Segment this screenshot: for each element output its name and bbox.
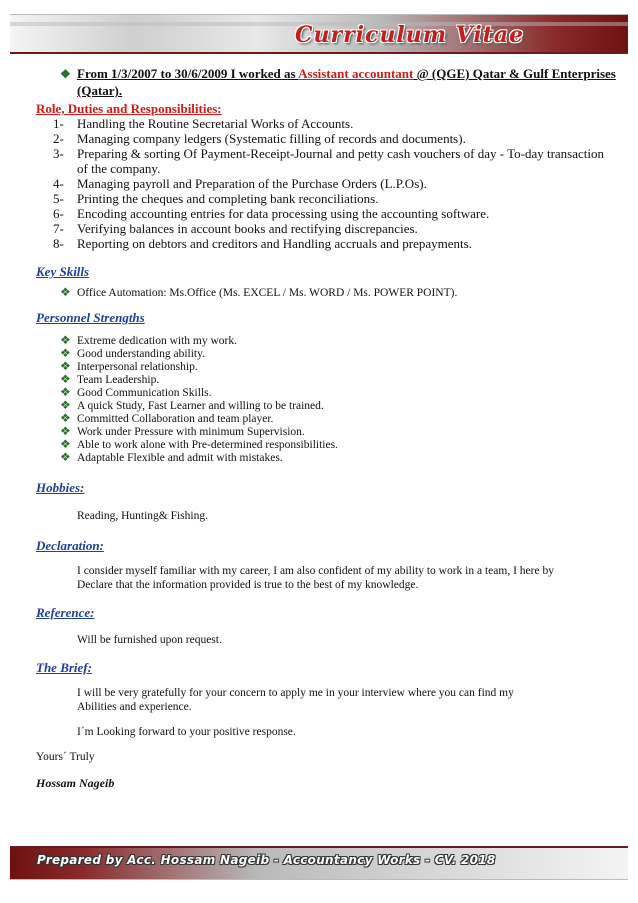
declaration-heading: Declaration: [36, 538, 104, 553]
diamond-bullet-icon: ❖ [60, 372, 71, 386]
diamond-bullet-icon: ❖ [60, 67, 71, 81]
list-item: ❖ Team Leadership. [60, 372, 160, 386]
diamond-bullet-icon: ❖ [60, 424, 71, 438]
brief-line-2: Abilities and experience. [77, 701, 192, 713]
experience-suffix: @ (QGE) Qatar & Gulf Enterprises [413, 66, 616, 81]
diamond-bullet-icon: ❖ [60, 385, 71, 399]
signature-name: Hossam Nageib [36, 776, 115, 790]
list-item: ❖ Committed Collaboration and team player. [60, 411, 274, 425]
key-skills-heading: Key Skills [36, 264, 90, 279]
diamond-bullet-icon: ❖ [60, 411, 71, 425]
diamond-bullet-icon: ❖ [60, 398, 71, 412]
diamond-bullet-icon: ❖ [60, 359, 71, 373]
duty-item: 4- Managing payroll and Preparation of the Purchase Orders (L.P.Os). [53, 176, 427, 191]
list-item: ❖ Good understanding ability. [60, 346, 205, 360]
list-item: ❖ Good Communication Skills. [60, 385, 212, 399]
brief-line-3: I´m Looking forward to your positive response. [77, 726, 296, 738]
duty-item: 3- Preparing & sorting Of Payment-Receipt-Journal and petty cash vouchers of day - To-day transaction [53, 146, 605, 161]
duty-item-continuation: of the company. [77, 161, 161, 176]
experience-line-2: (Qatar). [77, 83, 123, 98]
duties-heading: Role, Duties and Responsibilities: [36, 101, 222, 116]
list-item: ❖ Adaptable Flexible and admit with mistakes. [60, 450, 283, 464]
hobbies-text: Reading, Hunting& Fishing. [77, 510, 208, 522]
duty-item: 1- Handling the Routine Secretarial Works of Accounts. [53, 116, 354, 131]
brief-line-1: I will be very gratefully for your concern to apply me in your interview where you can find my [77, 687, 514, 699]
hobbies-heading: Hobbies: [36, 480, 85, 495]
list-item: ❖ Extreme dedication with my work. [60, 333, 238, 347]
experience-position: Assistant accountant [298, 66, 414, 81]
list-item: ❖ A quick Study, Fast Learner and willing to be trained. [60, 398, 324, 412]
diamond-bullet-icon: ❖ [60, 285, 71, 299]
experience-prefix: From 1/3/2007 to 30/6/2009 I worked as [77, 66, 299, 81]
page-title: Curriculum Vitae [295, 22, 525, 48]
diamond-bullet-icon: ❖ [60, 437, 71, 451]
duty-item: 5- Printing the cheques and completing bank reconciliations. [53, 191, 379, 206]
declaration-line-1: I consider myself familiar with my career, I am also confident of my ability to work in a team, I here by [77, 565, 554, 577]
list-item: ❖ Able to work alone with Pre-determined responsibilities. [60, 437, 338, 451]
duty-item: 7- Verifying balances in account books and rectifying discrepancies. [53, 221, 418, 236]
experience-line [60, 66, 616, 82]
diamond-bullet-icon: ❖ [60, 346, 71, 360]
duty-item: 6- Encoding accounting entries for data processing using the accounting software. [53, 206, 490, 221]
diamond-bullet-icon: ❖ [60, 333, 71, 347]
list-item: ❖ Office Automation: Ms.Office (Ms. EXCEL / Ms. WORD / Ms. POWER POINT). [60, 285, 458, 299]
footer-text: Prepared by Acc. Hossam Nageib - Accountancy Works - CV. 2018 [37, 853, 496, 867]
reference-text: Will be furnished upon request. [77, 634, 222, 646]
list-item: ❖ Interpersonal relationship. [60, 359, 198, 373]
duty-item: 8- Reporting on debtors and creditors and Handling accruals and prepayments. [53, 236, 472, 251]
reference-heading: Reference: [36, 605, 95, 620]
declaration-line-2: Declare that the information provided is true to the best of my knowledge. [77, 579, 419, 591]
strengths-heading: Personnel Strengths [36, 310, 145, 325]
closing-salutation: Yours´ Truly [36, 751, 95, 763]
list-item: ❖ Work under Pressure with minimum Supervision. [60, 424, 305, 438]
diamond-bullet-icon: ❖ [60, 450, 71, 464]
duty-item: 2- Managing company ledgers (Systematic filling of records and documents). [53, 131, 466, 146]
brief-heading: The Brief: [36, 660, 92, 675]
